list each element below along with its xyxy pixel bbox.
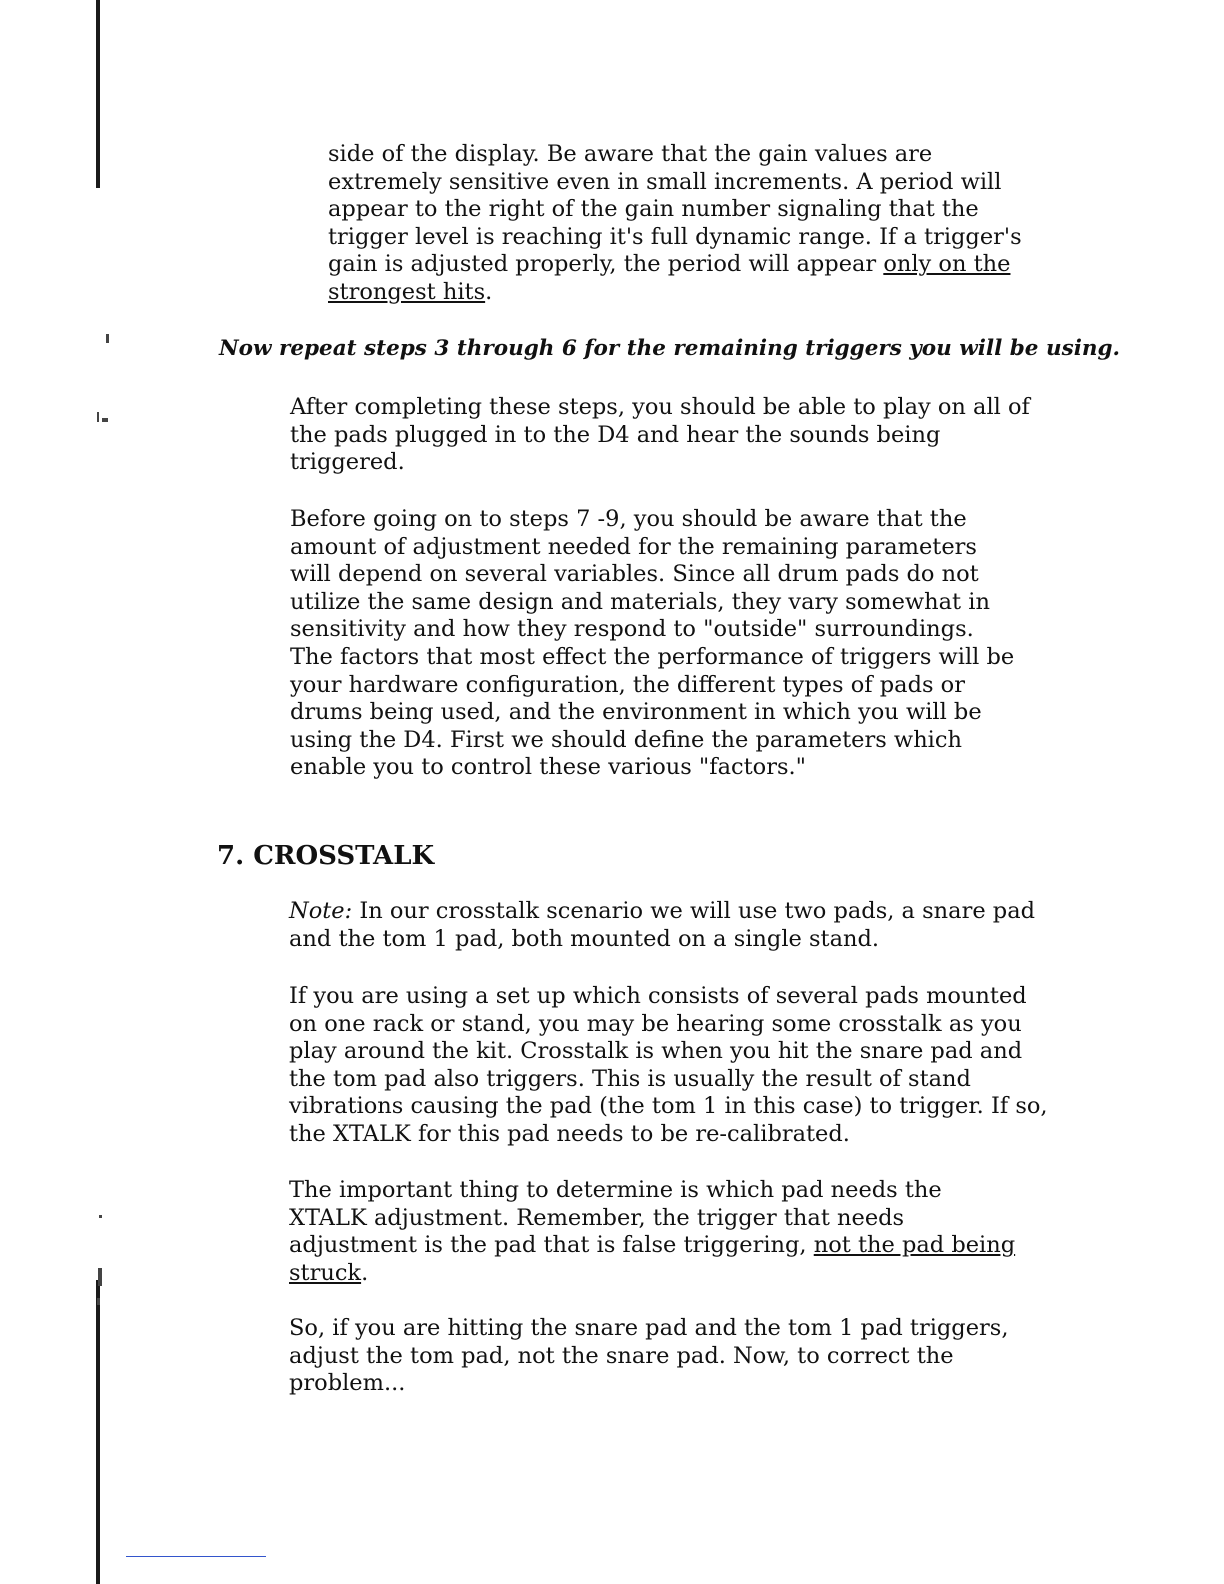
scan-speck xyxy=(102,418,108,422)
text-line: enable you to control these various "factors." xyxy=(290,754,807,781)
text-line: on one rack or stand, you may be hearing some crosstalk as you xyxy=(289,1010,1022,1037)
emphasis-underline: not the pad being xyxy=(813,1232,1016,1259)
paragraph-so xyxy=(289,1315,1049,1398)
text-line xyxy=(289,898,1049,926)
scan-rule xyxy=(126,1556,266,1557)
text-line xyxy=(328,279,1048,307)
text-line xyxy=(289,1232,1049,1260)
text-line: the tom pad also triggers. This is usually the result of stand xyxy=(289,1065,971,1092)
text-run: In our crosstalk scenario we will use two pads, a snare pad xyxy=(352,898,1036,924)
repeat-instruction: Now repeat steps 3 through 6 for the remaining triggers you will be using. xyxy=(219,336,1121,361)
text-line: drums being used, and the environment in which you will be xyxy=(290,699,982,726)
text-line: If you are using a set up which consists of several pads mounted xyxy=(289,983,1027,1009)
text-line: play around the kit. Crosstalk is when you hit the snare pad and xyxy=(289,1038,1023,1065)
text-line: trigger level is reaching it's full dynamic range. If a trigger's xyxy=(328,223,1022,250)
text-line: the pads plugged in to the D4 and hear the sounds being xyxy=(290,421,941,448)
text-line: using the D4. First we should define the parameters which xyxy=(290,726,962,753)
note-label: Note: xyxy=(289,898,353,924)
text-line: problem... xyxy=(289,1370,406,1397)
text-line: The important thing to determine is which pad needs the xyxy=(289,1177,942,1203)
text-run: adjustment is the pad that is false triggering, xyxy=(289,1232,814,1259)
text-line: vibrations causing the pad (the tom 1 in this case) to trigger. If so, xyxy=(289,1093,1048,1120)
text-line: XTALK adjustment. Remember, the trigger that needs xyxy=(289,1204,905,1231)
emphasis-underline: struck xyxy=(289,1259,362,1286)
text-line: triggered. xyxy=(290,449,405,476)
paragraph-before-going-on xyxy=(290,506,1050,782)
text-line: your hardware configuration, the different types of pads or xyxy=(290,671,965,698)
scan-edge-top xyxy=(96,0,100,188)
text-line: Before going on to steps 7 -9, you should be aware that the xyxy=(290,506,967,532)
emphasis-underline: only on the xyxy=(883,251,1011,278)
text-line: will depend on several variables. Since all drum pads do not xyxy=(290,561,979,588)
paragraph-gain xyxy=(328,141,1048,307)
text-run: . xyxy=(485,278,493,305)
note-paragraph xyxy=(289,898,1049,953)
scan-edge-bottom xyxy=(96,1280,100,1584)
emphasis-underline: strongest hits xyxy=(328,278,486,305)
scan-speck xyxy=(106,334,109,343)
text-line xyxy=(289,1260,1049,1288)
text-line: So, if you are hitting the snare pad and the tom 1 pad triggers, xyxy=(289,1315,1009,1341)
text-run: . xyxy=(361,1259,369,1286)
section-heading: 7. CROSSTALK xyxy=(217,841,435,871)
paragraph-setup xyxy=(289,983,1049,1149)
text-line: adjust the tom pad, not the snare pad. Now, to correct the xyxy=(289,1342,954,1369)
paragraph-after-completing xyxy=(290,394,1050,477)
text-line: After completing these steps, you should be able to play on all of xyxy=(290,394,1030,420)
scan-speck xyxy=(97,412,99,422)
text-line: and the tom 1 pad, both mounted on a single stand. xyxy=(289,925,880,952)
text-run: gain is adjusted properly, the period will appear xyxy=(328,251,884,278)
scan-speck xyxy=(99,1215,102,1218)
scan-speck xyxy=(98,1268,102,1286)
scan-speck xyxy=(97,1298,100,1305)
text-line: sensitivity and how they respond to "outside" surroundings. xyxy=(290,616,974,643)
text-line: side of the display. Be aware that the gain values are xyxy=(328,141,933,167)
text-line: appear to the right of the gain number signaling that the xyxy=(328,196,979,223)
text-line: The factors that most effect the performance of triggers will be xyxy=(290,643,1015,670)
text-line: the XTALK for this pad needs to be re-calibrated. xyxy=(289,1120,850,1147)
text-line: extremely sensitive even in small increments. A period will xyxy=(328,168,1002,195)
paragraph-important xyxy=(289,1177,1049,1287)
text-line: utilize the same design and materials, they vary somewhat in xyxy=(290,588,990,615)
text-line xyxy=(328,251,1048,279)
text-line: amount of adjustment needed for the remaining parameters xyxy=(290,533,977,560)
